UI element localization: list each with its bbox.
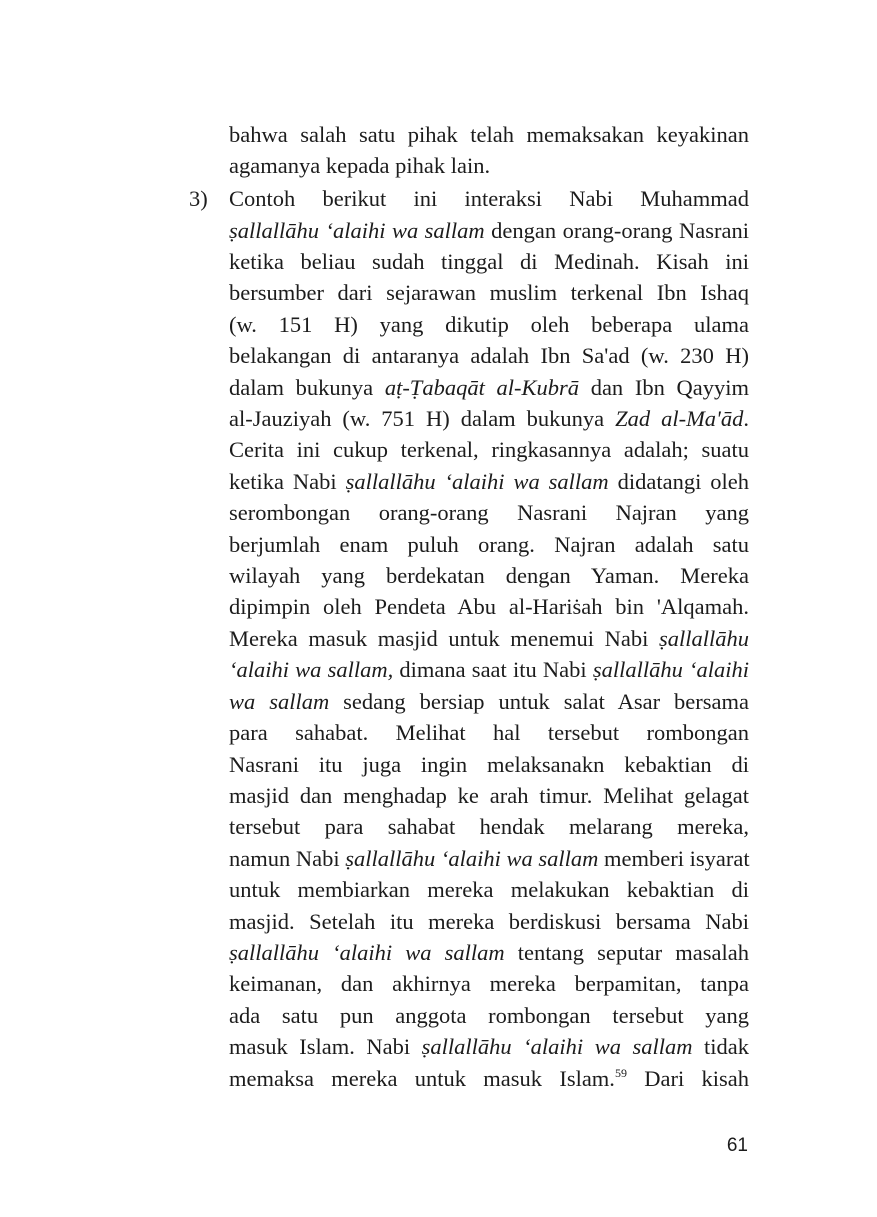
text-line: tersebut para sahabat hendak melarang mereka, — [229, 814, 749, 839]
text-line: Cerita ini cukup terkenal, ringkasannya adalah; suatu — [229, 437, 749, 462]
text-line: Nasrani itu juga ingin melaksanakn kebaktian di — [229, 752, 749, 777]
italic-term: ṣallallāhu ‘alaihi wa sallam — [229, 940, 505, 965]
text-span: dalam bukunya — [229, 375, 385, 400]
italic-term: ṣallallāhu ‘alaihi — [592, 657, 749, 682]
text-line — [229, 623, 749, 655]
italic-term: wa sallam — [229, 689, 330, 714]
italic-term: ṣallallāhu ‘alaihi wa sallam — [345, 846, 599, 871]
text-line: untuk membiarkan mereka melakukan kebaktian di — [229, 877, 749, 902]
italic-term: ‘alaihi wa sallam, — [229, 657, 394, 682]
text-span: sedang bersiap untuk salat Asar bersama — [329, 689, 750, 714]
text-line: berjumlah enam puluh orang. Najran adalah satu — [229, 532, 749, 557]
book-title: aṭ-Ṭabaqāt al-Kubrā — [384, 375, 580, 400]
footnote-marker[interactable]: 59 — [614, 1066, 627, 1080]
text-line — [229, 843, 749, 875]
text-line: belakangan di antaranya adalah Ibn Sa'ad (w. 230 H) — [229, 343, 749, 368]
text-line — [229, 466, 749, 498]
text-line: (w. 151 H) yang dikutip oleh beberapa ulama — [229, 312, 749, 337]
text-span: namun Nabi — [229, 846, 346, 871]
text-span: dengan orang-orang Nasrani — [484, 218, 749, 243]
book-title: Zad al-Ma'ād — [615, 406, 744, 431]
text-span: Dari kisah — [626, 1066, 749, 1091]
text-span: dimana saat itu Nabi — [393, 657, 593, 682]
text-line — [229, 654, 749, 686]
text-line — [229, 403, 749, 435]
italic-term: ṣallallāhu ‘alaihi wa sallam — [345, 469, 609, 494]
text-span: . — [743, 406, 749, 431]
text-line: Contoh berikut ini interaksi Nabi Muhammad — [229, 186, 749, 211]
text-line: masjid dan menghadap ke arah timur. Melihat gelagat — [229, 783, 749, 808]
text-line: para sahabat. Melihat hal tersebut rombongan — [229, 720, 749, 745]
list-number: 3) — [189, 186, 208, 211]
text-line: bersumber dari sejarawan muslim terkenal Ibn Ishaq — [229, 280, 749, 305]
text-span: ketika Nabi — [229, 469, 346, 494]
text-line: dipimpin oleh Pendeta Abu al-Hariṡah bin 'Alqamah. — [229, 594, 749, 619]
text-line: bahwa salah satu pihak telah memaksakan keyakinan — [229, 122, 749, 147]
text-span: tidak — [692, 1034, 749, 1059]
text-line — [229, 372, 749, 404]
text-line: masjid. Setelah itu mereka berdiskusi bersama Nabi — [229, 909, 749, 934]
text-line — [229, 937, 749, 969]
text-line: serombongan orang-orang Nasrani Najran yang — [229, 500, 749, 525]
italic-term: ṣallallāhu — [658, 626, 749, 651]
text-line — [229, 1063, 749, 1095]
text-span: dan Ibn Qayyim — [579, 375, 749, 400]
text-line — [229, 1031, 749, 1063]
text-span: didatangi oleh — [608, 469, 750, 494]
page-number: 61 — [726, 1135, 748, 1156]
text-line — [229, 686, 749, 718]
text-line: agamanya kepada pihak lain. — [229, 153, 491, 178]
italic-term: ṣallallāhu ‘alaihi wa sallam — [229, 218, 485, 243]
text-span: memaksa mereka untuk masuk Islam. — [229, 1066, 615, 1091]
text-line: ketika beliau sudah tinggal di Medinah. Kisah ini — [229, 249, 749, 274]
text-span: al-Jauziyah (w. 751 H) dalam bukunya — [229, 406, 616, 431]
text-span: memberi isyarat — [598, 846, 750, 871]
text-line: ada satu pun anggota rombongan tersebut yang — [229, 1003, 749, 1028]
text-line: keimanan, dan akhirnya mereka berpamitan, tanpa — [229, 971, 749, 996]
text-span: masuk Islam. Nabi — [229, 1034, 422, 1059]
text-line: wilayah yang berdekatan dengan Yaman. Mereka — [229, 563, 749, 588]
text-span: Mereka masuk masjid untuk menemui Nabi — [229, 626, 659, 651]
italic-term: ṣallallāhu ‘alaihi wa sallam — [421, 1034, 693, 1059]
text-line — [229, 215, 749, 247]
text-span: tentang seputar masalah — [504, 940, 749, 965]
